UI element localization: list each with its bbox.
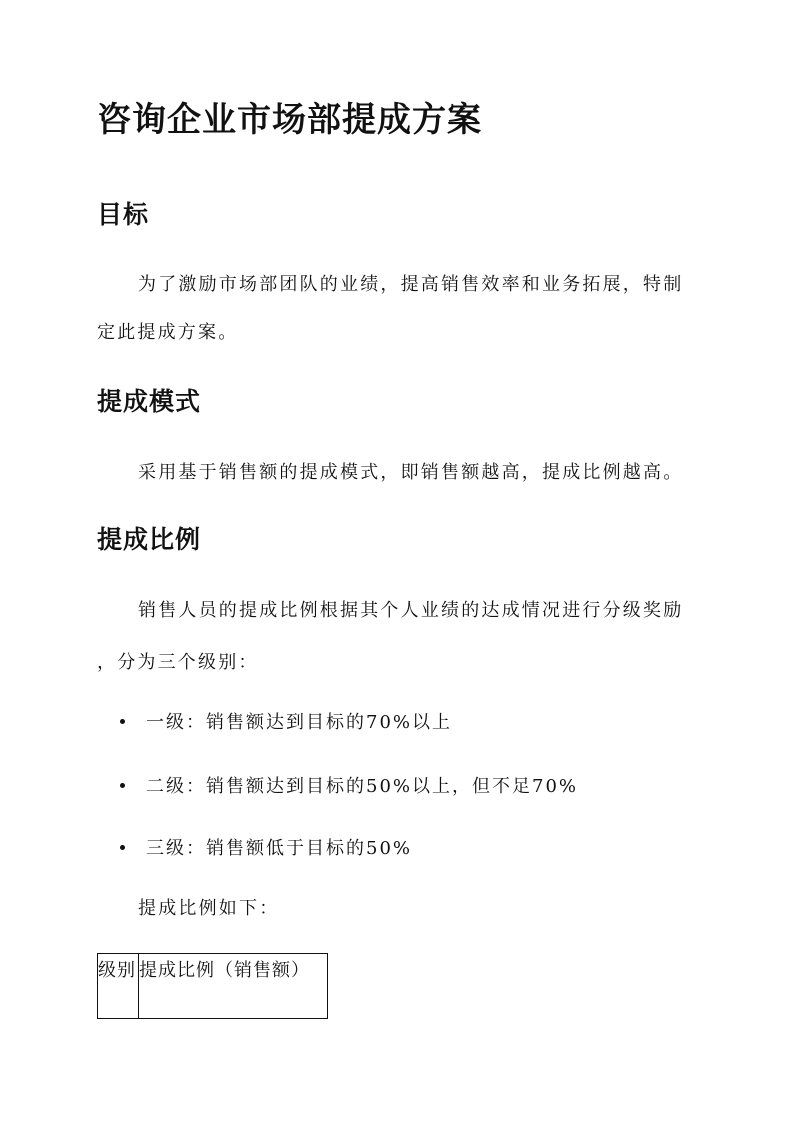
table-intro: 提成比例如下： [138, 898, 280, 919]
level-item-3: 三级：销售额低于目标的50% [146, 838, 413, 859]
table-header-rate: 提成比例（销售额） [139, 954, 328, 1019]
section-heading-model: 提成模式 [97, 387, 202, 416]
commission-table [97, 953, 328, 1019]
section-heading-goal: 目标 [97, 200, 150, 229]
level-item-2: 二级：销售额达到目标的50%以上，但不足70% [146, 776, 579, 797]
bullet-icon [120, 719, 125, 724]
bullet-icon [120, 783, 125, 788]
table-header-row [98, 954, 328, 1019]
bullet-icon [120, 845, 125, 850]
level-item-1: 一级：销售额达到目标的70%以上 [146, 712, 453, 733]
goal-paragraph-line2: 定此提成方案。 [97, 322, 239, 343]
ratio-paragraph-line2: ，分为三个级别： [97, 652, 259, 673]
section-heading-ratio: 提成比例 [97, 525, 202, 554]
ratio-paragraph-line1: 销售人员的提成比例根据其个人业绩的达成情况进行分级奖励 [138, 600, 684, 621]
page-title: 咨询企业市场部提成方案 [97, 100, 482, 140]
model-paragraph: 采用基于销售额的提成模式，即销售额越高，提成比例越高。 [138, 462, 684, 483]
goal-paragraph-line1: 为了激励市场部团队的业绩，提高销售效率和业务拓展，特制 [138, 274, 684, 295]
table-header-level: 级别 [98, 954, 139, 1019]
